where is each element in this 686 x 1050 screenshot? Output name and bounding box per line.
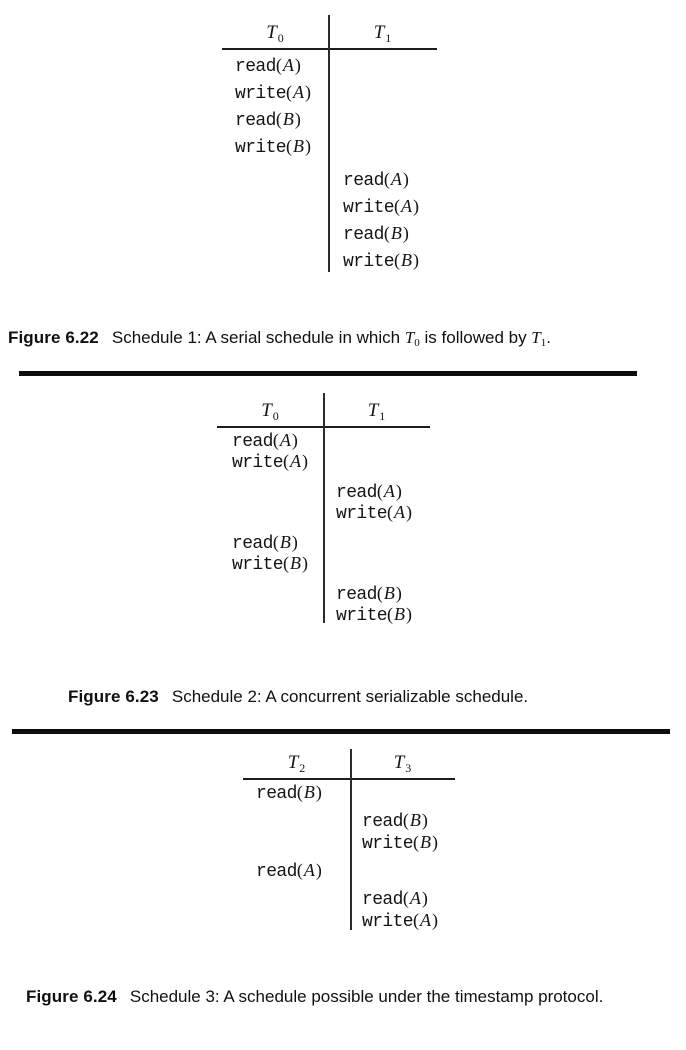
- open-paren: (: [394, 195, 401, 216]
- close-paren: ): [294, 108, 301, 129]
- data-item: B: [290, 552, 302, 573]
- data-item: B: [390, 222, 402, 243]
- table-header-row: [243, 748, 455, 780]
- close-paren: ): [315, 782, 322, 802]
- section-divider-rule-1: [19, 371, 637, 376]
- data-item: A: [293, 81, 305, 102]
- operation-name: write: [336, 503, 388, 524]
- operation-name: write: [235, 83, 287, 104]
- transaction-ref: $T_1$: [531, 328, 547, 349]
- close-paren: ): [406, 501, 413, 522]
- operation-name: read: [232, 533, 273, 554]
- close-paren: ): [413, 195, 420, 216]
- open-paren: (: [296, 782, 303, 802]
- column-header-t1: [328, 22, 437, 44]
- schedule-3-table: [243, 748, 455, 932]
- close-paren: ): [432, 910, 439, 930]
- close-paren: ): [395, 582, 402, 603]
- data-item: B: [409, 810, 421, 830]
- transaction-name: $T_1$: [367, 400, 386, 423]
- right-transaction-cell: [328, 169, 437, 191]
- operation-name: write: [362, 912, 414, 932]
- operation-name: read: [232, 431, 273, 452]
- close-paren: ): [421, 888, 428, 908]
- open-paren: (: [383, 222, 390, 243]
- schedule-row: [243, 810, 455, 832]
- data-item: A: [390, 168, 402, 189]
- section-divider-rule-2: [12, 729, 670, 734]
- open-paren: (: [286, 135, 293, 156]
- operation-name: read: [256, 784, 297, 804]
- figure-6-23-caption: [68, 687, 528, 707]
- open-paren: (: [272, 531, 279, 552]
- column-divider-line: [350, 749, 352, 930]
- open-paren: (: [296, 860, 303, 880]
- left-transaction-cell: [217, 451, 323, 473]
- schedule-2-table: [217, 392, 430, 625]
- left-transaction-cell: [243, 782, 350, 804]
- data-item: A: [290, 450, 302, 471]
- transaction-name: $T_2$: [287, 752, 306, 775]
- transaction-name: $T_0$: [266, 22, 284, 45]
- close-paren: ): [302, 450, 309, 471]
- figure-6-24-label: Figure 6.24: [26, 987, 117, 1006]
- transaction-subscript: 1: [379, 409, 386, 423]
- operation-name: read: [235, 56, 276, 77]
- close-paren: ): [421, 810, 428, 830]
- right-transaction-cell: [350, 888, 455, 910]
- close-paren: ): [305, 135, 312, 156]
- operation-name: read: [235, 110, 276, 131]
- figure-6-24-caption: [26, 987, 603, 1007]
- open-paren: (: [376, 582, 383, 603]
- data-item: B: [279, 531, 291, 552]
- data-item: A: [394, 501, 406, 522]
- close-paren: ): [291, 429, 298, 450]
- right-transaction-cell: [350, 832, 455, 854]
- close-paren: ): [413, 249, 420, 270]
- operation-name: write: [343, 251, 395, 272]
- caption-text: .: [546, 328, 551, 347]
- close-paren: ): [294, 54, 301, 75]
- schedule-row: [243, 832, 455, 854]
- figure-6-22-caption: [8, 328, 551, 348]
- data-item: A: [282, 54, 294, 75]
- open-paren: (: [383, 168, 390, 189]
- transaction-subscript: 3: [405, 761, 412, 775]
- operation-name: write: [235, 137, 287, 158]
- left-transaction-cell: [222, 136, 328, 158]
- caption-text: is followed by: [419, 328, 532, 347]
- operation-name: read: [343, 224, 384, 245]
- left-transaction-cell: [217, 532, 323, 554]
- table-body: [243, 780, 455, 932]
- close-paren: ): [432, 832, 439, 852]
- transaction-ref-subscript: 1: [540, 337, 547, 349]
- right-transaction-cell: [328, 196, 437, 218]
- open-paren: (: [413, 910, 420, 930]
- operation-name: read: [343, 170, 384, 191]
- close-paren: ): [302, 552, 309, 573]
- figure-6-23-caption-text: [172, 687, 528, 706]
- operation-name: read: [362, 890, 403, 910]
- data-item: B: [394, 603, 406, 624]
- right-transaction-cell: [328, 250, 437, 272]
- open-paren: (: [275, 54, 282, 75]
- figure-6-22-caption-text: [112, 328, 551, 347]
- figure-6-24-caption-text: [130, 987, 603, 1006]
- open-paren: (: [387, 603, 394, 624]
- left-transaction-cell: [222, 109, 328, 131]
- figure-6-22-label: Figure 6.22: [8, 328, 99, 347]
- column-divider-line: [323, 393, 325, 623]
- column-header-t3: [350, 752, 455, 774]
- transaction-name: $T_3$: [393, 752, 412, 775]
- transaction-subscript: 2: [299, 761, 306, 775]
- data-item: A: [303, 860, 315, 880]
- schedule-row: [243, 860, 455, 882]
- operation-name: write: [336, 605, 388, 626]
- column-divider-line: [328, 15, 330, 272]
- transaction-ref-subscript: 0: [414, 337, 420, 349]
- close-paren: ): [395, 480, 402, 501]
- column-header-t0: [217, 400, 323, 422]
- operation-name: write: [362, 834, 414, 854]
- close-paren: ): [402, 168, 409, 189]
- open-paren: (: [272, 429, 279, 450]
- data-item: B: [303, 782, 315, 802]
- right-transaction-cell: [323, 502, 430, 524]
- right-transaction-cell: [323, 481, 430, 503]
- left-transaction-cell: [222, 55, 328, 77]
- transaction-subscript: 0: [277, 31, 284, 45]
- right-transaction-cell: [350, 810, 455, 832]
- close-paren: ): [291, 531, 298, 552]
- schedule-row: [243, 782, 455, 804]
- column-header-t2: [243, 752, 350, 774]
- operation-name: write: [343, 197, 395, 218]
- transaction-subscript: 0: [272, 409, 279, 423]
- open-paren: (: [394, 249, 401, 270]
- schedule-1-table: [222, 14, 437, 274]
- column-header-t0: [222, 22, 328, 44]
- data-item: A: [401, 195, 413, 216]
- transaction-ref: $T_0$: [404, 328, 420, 349]
- left-transaction-cell: [243, 860, 350, 882]
- operation-name: read: [362, 812, 403, 832]
- operation-name: read: [336, 482, 377, 503]
- left-transaction-cell: [217, 553, 323, 575]
- data-item: B: [293, 135, 305, 156]
- figure-6-23-label: Figure 6.23: [68, 687, 159, 706]
- operation-name: read: [336, 584, 377, 605]
- transaction-subscript: 1: [385, 31, 392, 45]
- right-transaction-cell: [328, 223, 437, 245]
- data-item: B: [401, 249, 413, 270]
- caption-text: Schedule 2: A concurrent serializable schedule.: [171, 687, 529, 706]
- right-transaction-cell: [350, 910, 455, 932]
- schedule-row: [243, 888, 455, 910]
- right-transaction-cell: [323, 604, 430, 626]
- close-paren: ): [406, 603, 413, 624]
- operation-name: write: [232, 452, 284, 473]
- open-paren: (: [286, 81, 293, 102]
- data-item: A: [383, 480, 395, 501]
- operation-name: write: [232, 554, 284, 575]
- open-paren: (: [387, 501, 394, 522]
- data-item: A: [420, 910, 432, 930]
- close-paren: ): [402, 222, 409, 243]
- open-paren: (: [275, 108, 282, 129]
- data-item: A: [279, 429, 291, 450]
- open-paren: (: [413, 832, 420, 852]
- operation-name: read: [256, 862, 297, 882]
- left-transaction-cell: [222, 82, 328, 104]
- transaction-name: $T_0$: [261, 400, 279, 423]
- data-item: B: [282, 108, 294, 129]
- transaction-name: $T_1$: [373, 22, 392, 45]
- open-paren: (: [402, 888, 409, 908]
- open-paren: (: [283, 552, 290, 573]
- data-item: B: [383, 582, 395, 603]
- close-paren: ): [315, 860, 322, 880]
- schedule-row: [243, 910, 455, 932]
- left-transaction-cell: [217, 430, 323, 452]
- right-transaction-cell: [323, 583, 430, 605]
- column-header-t1: [323, 400, 430, 422]
- data-item: B: [420, 832, 432, 852]
- open-paren: (: [376, 480, 383, 501]
- open-paren: (: [283, 450, 290, 471]
- caption-text: Schedule 1: A serial schedule in which: [111, 328, 405, 347]
- caption-text: Schedule 3: A schedule possible under the timestamp protocol.: [129, 987, 604, 1006]
- data-item: A: [409, 888, 421, 908]
- close-paren: ): [305, 81, 312, 102]
- open-paren: (: [402, 810, 409, 830]
